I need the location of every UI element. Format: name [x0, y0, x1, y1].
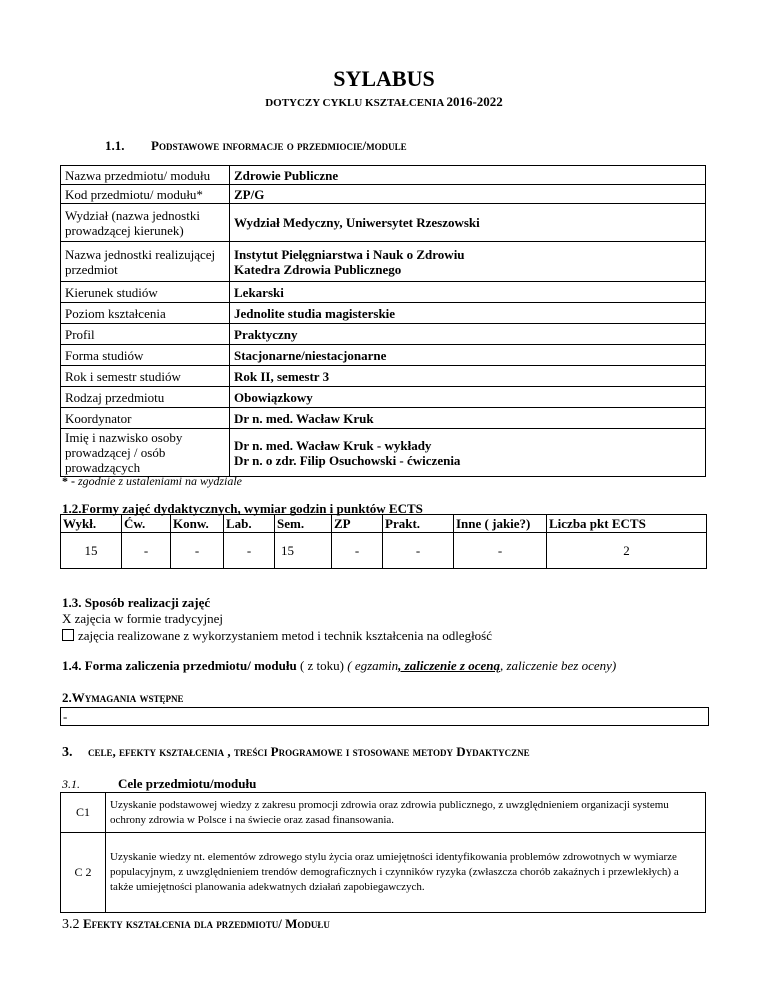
delivery-distance-label: zajęcia realizowane z wykorzystaniem metod i technik kształcenia na odległość: [78, 628, 493, 643]
info-key: Nazwa przedmiotu/ modułu: [61, 166, 230, 185]
ects-value: -: [383, 533, 454, 569]
ects-header: Ćw.: [122, 515, 171, 533]
info-value: Lekarski: [230, 282, 706, 303]
info-value: Obowiązkowy: [230, 387, 706, 408]
info-value: Rok II, semestr 3: [230, 366, 706, 387]
info-key: Poziom kształcenia: [61, 303, 230, 324]
section-3-heading: [62, 744, 530, 761]
table-row: [61, 429, 706, 477]
ects-value: -: [332, 533, 383, 569]
footnote-star: * -: [62, 474, 75, 488]
ects-header: ZP: [332, 515, 383, 533]
ects-header-row: [61, 515, 707, 533]
subtitle-text: DOTYCZY CYKLU KSZTAŁCENIA: [265, 97, 444, 109]
table-row: [61, 793, 706, 833]
ects-values-row: [61, 533, 707, 569]
checkbox-icon: [62, 629, 74, 641]
info-value: Wydział Medyczny, Uniwersytet Rzeszowski: [230, 204, 706, 242]
section-2-number: 2.: [62, 690, 72, 705]
goal-code: C 2: [61, 833, 106, 913]
table-row: [61, 185, 706, 204]
ects-header: Prakt.: [383, 515, 454, 533]
table-row: [61, 166, 706, 185]
table-row: [61, 387, 706, 408]
document-title: SYLABUS: [333, 66, 435, 91]
info-key: Imię i nazwisko osoby prowadzącej / osób prowadzących: [61, 429, 230, 477]
table-row: [61, 204, 706, 242]
ects-value: 15: [275, 533, 332, 569]
info-key: Nazwa jednostki realizującej przedmiot: [61, 242, 230, 282]
section-1-4-plain: ( z toku): [296, 658, 348, 673]
info-key: Koordynator: [61, 408, 230, 429]
info-key: Forma studiów: [61, 345, 230, 366]
info-key: Wydział (nazwa jednostki prowadzącej kierunek): [61, 204, 230, 242]
table-row: [61, 345, 706, 366]
subtitle-years: 2016-2022: [446, 94, 503, 109]
requirements-box: -: [60, 707, 709, 726]
ects-value: -: [171, 533, 224, 569]
table-row: [61, 282, 706, 303]
assessment-option-ungraded: , zaliczenie bez oceny): [500, 658, 617, 673]
info-key: Kierunek studiów: [61, 282, 230, 303]
info-value-line1: Instytut Pielęgniarstwa i Nauk o Zdrowiu: [234, 246, 465, 262]
info-value: Stacjonarne/niestacjonarne: [230, 345, 706, 366]
ects-table: [60, 514, 707, 569]
goals-table: [60, 792, 706, 913]
info-value: Praktyczny: [230, 324, 706, 345]
table-row: [61, 408, 706, 429]
section-3-1-heading: [62, 776, 256, 792]
ects-value: -: [122, 533, 171, 569]
delivery-traditional: X zajęcia w formie tradycyjnej: [62, 611, 223, 626]
ects-value: 2: [547, 533, 707, 569]
ects-header: Inne ( jakie?): [454, 515, 547, 533]
section-3-2-heading: [62, 916, 330, 933]
info-value: Jednolite studia magisterskie: [230, 303, 706, 324]
table-row: [61, 242, 706, 282]
info-value: Zdrowie Publiczne: [230, 166, 706, 185]
delivery-distance: [62, 628, 492, 644]
assessment-option-exam: ( egzamin: [347, 658, 399, 673]
section-2-title: Wymagania wstępne: [71, 690, 184, 705]
section-3-2-number: 3.2: [62, 917, 80, 932]
ects-header: Konw.: [171, 515, 224, 533]
section-3-2-title: Efekty kształcenia dla przedmiotu/ Modułu: [83, 916, 330, 931]
info-key: Kod przedmiotu/ modułu*: [61, 185, 230, 204]
section-1-1-number: 1.1.: [105, 138, 125, 153]
section-1-3-heading: 1.3. Sposób realizacji zajęć: [62, 595, 211, 610]
info-value: Dr n. med. Wacław Kruk: [230, 408, 706, 429]
info-value: ZP/G: [230, 185, 706, 204]
info-key: Rodzaj przedmiotu: [61, 387, 230, 408]
table-row: [61, 324, 706, 345]
goal-text: Uzyskanie podstawowej wiedzy z zakresu promocji zdrowia oraz zdrowia publicznego, z uwzględnieniem organizacji systemu ochrony zdrowia w Polsce i na świecie oraz zasad finansowania.: [106, 793, 706, 833]
goal-code: C1: [61, 793, 106, 833]
info-key: Profil: [61, 324, 230, 345]
ects-value: 15: [61, 533, 122, 569]
ects-header: Wykł.: [61, 515, 122, 533]
section-2-heading: [62, 690, 184, 706]
info-value-line2: Dr n. o zdr. Filip Osuchowski - ćwiczenia: [234, 452, 461, 468]
section-1-2-heading: 1.2.Formy zajęć dydaktycznych, wymiar godzin i punktów ECTS: [62, 501, 423, 516]
ects-header: Sem.: [275, 515, 332, 533]
table-row: [61, 303, 706, 324]
document-subtitle: [0, 94, 768, 110]
section-1-4-heading: [62, 658, 616, 674]
section-1-1-heading: [105, 138, 407, 154]
footnote-text: zgodnie z ustaleniami na wydziale: [78, 474, 242, 488]
goal-text: Uzyskanie wiedzy nt. elementów zdrowego stylu życia oraz umiejętności identyfikowania problemów zdrowotnych w wymiarze populacyjnym, z uwzględnieniem trendów demograficznych i czynników ryzyka (zwłaszcza chorób zakaźnych i przewlekłych) a także umiejętności planowania adekwatnych działań zapobiegawczych.: [106, 833, 706, 913]
basic-info-table: [60, 165, 706, 477]
table-row: [61, 833, 706, 913]
ects-header: Lab.: [224, 515, 275, 533]
table-row: [61, 366, 706, 387]
section-3-1-title: Cele przedmiotu/modułu: [118, 776, 257, 791]
assessment-option-graded: , zaliczenie z oceną: [398, 658, 500, 673]
ects-value: -: [454, 533, 547, 569]
section-3-1-number: 3.1.: [62, 777, 80, 791]
section-3-title: cele, efekty kształcenia , treści Programowe i stosowane metody Dydaktyczne: [88, 744, 530, 759]
section-3-number: 3.: [62, 745, 73, 760]
info-value-line1: Dr n. med. Wacław Kruk - wykłady: [234, 437, 432, 453]
section-1-1-title: Podstawowe informacje o przedmiocie/module: [151, 138, 407, 153]
footnote: [62, 474, 242, 489]
info-key: Rok i semestr studiów: [61, 366, 230, 387]
ects-header: Liczba pkt ECTS: [547, 515, 707, 533]
section-1-4-title: 1.4. Forma zaliczenia przedmiotu/ modułu: [62, 658, 297, 673]
ects-value: -: [224, 533, 275, 569]
info-value: [230, 429, 706, 477]
info-value-line2: Katedra Zdrowia Publicznego: [234, 261, 402, 277]
info-value: [230, 242, 706, 282]
